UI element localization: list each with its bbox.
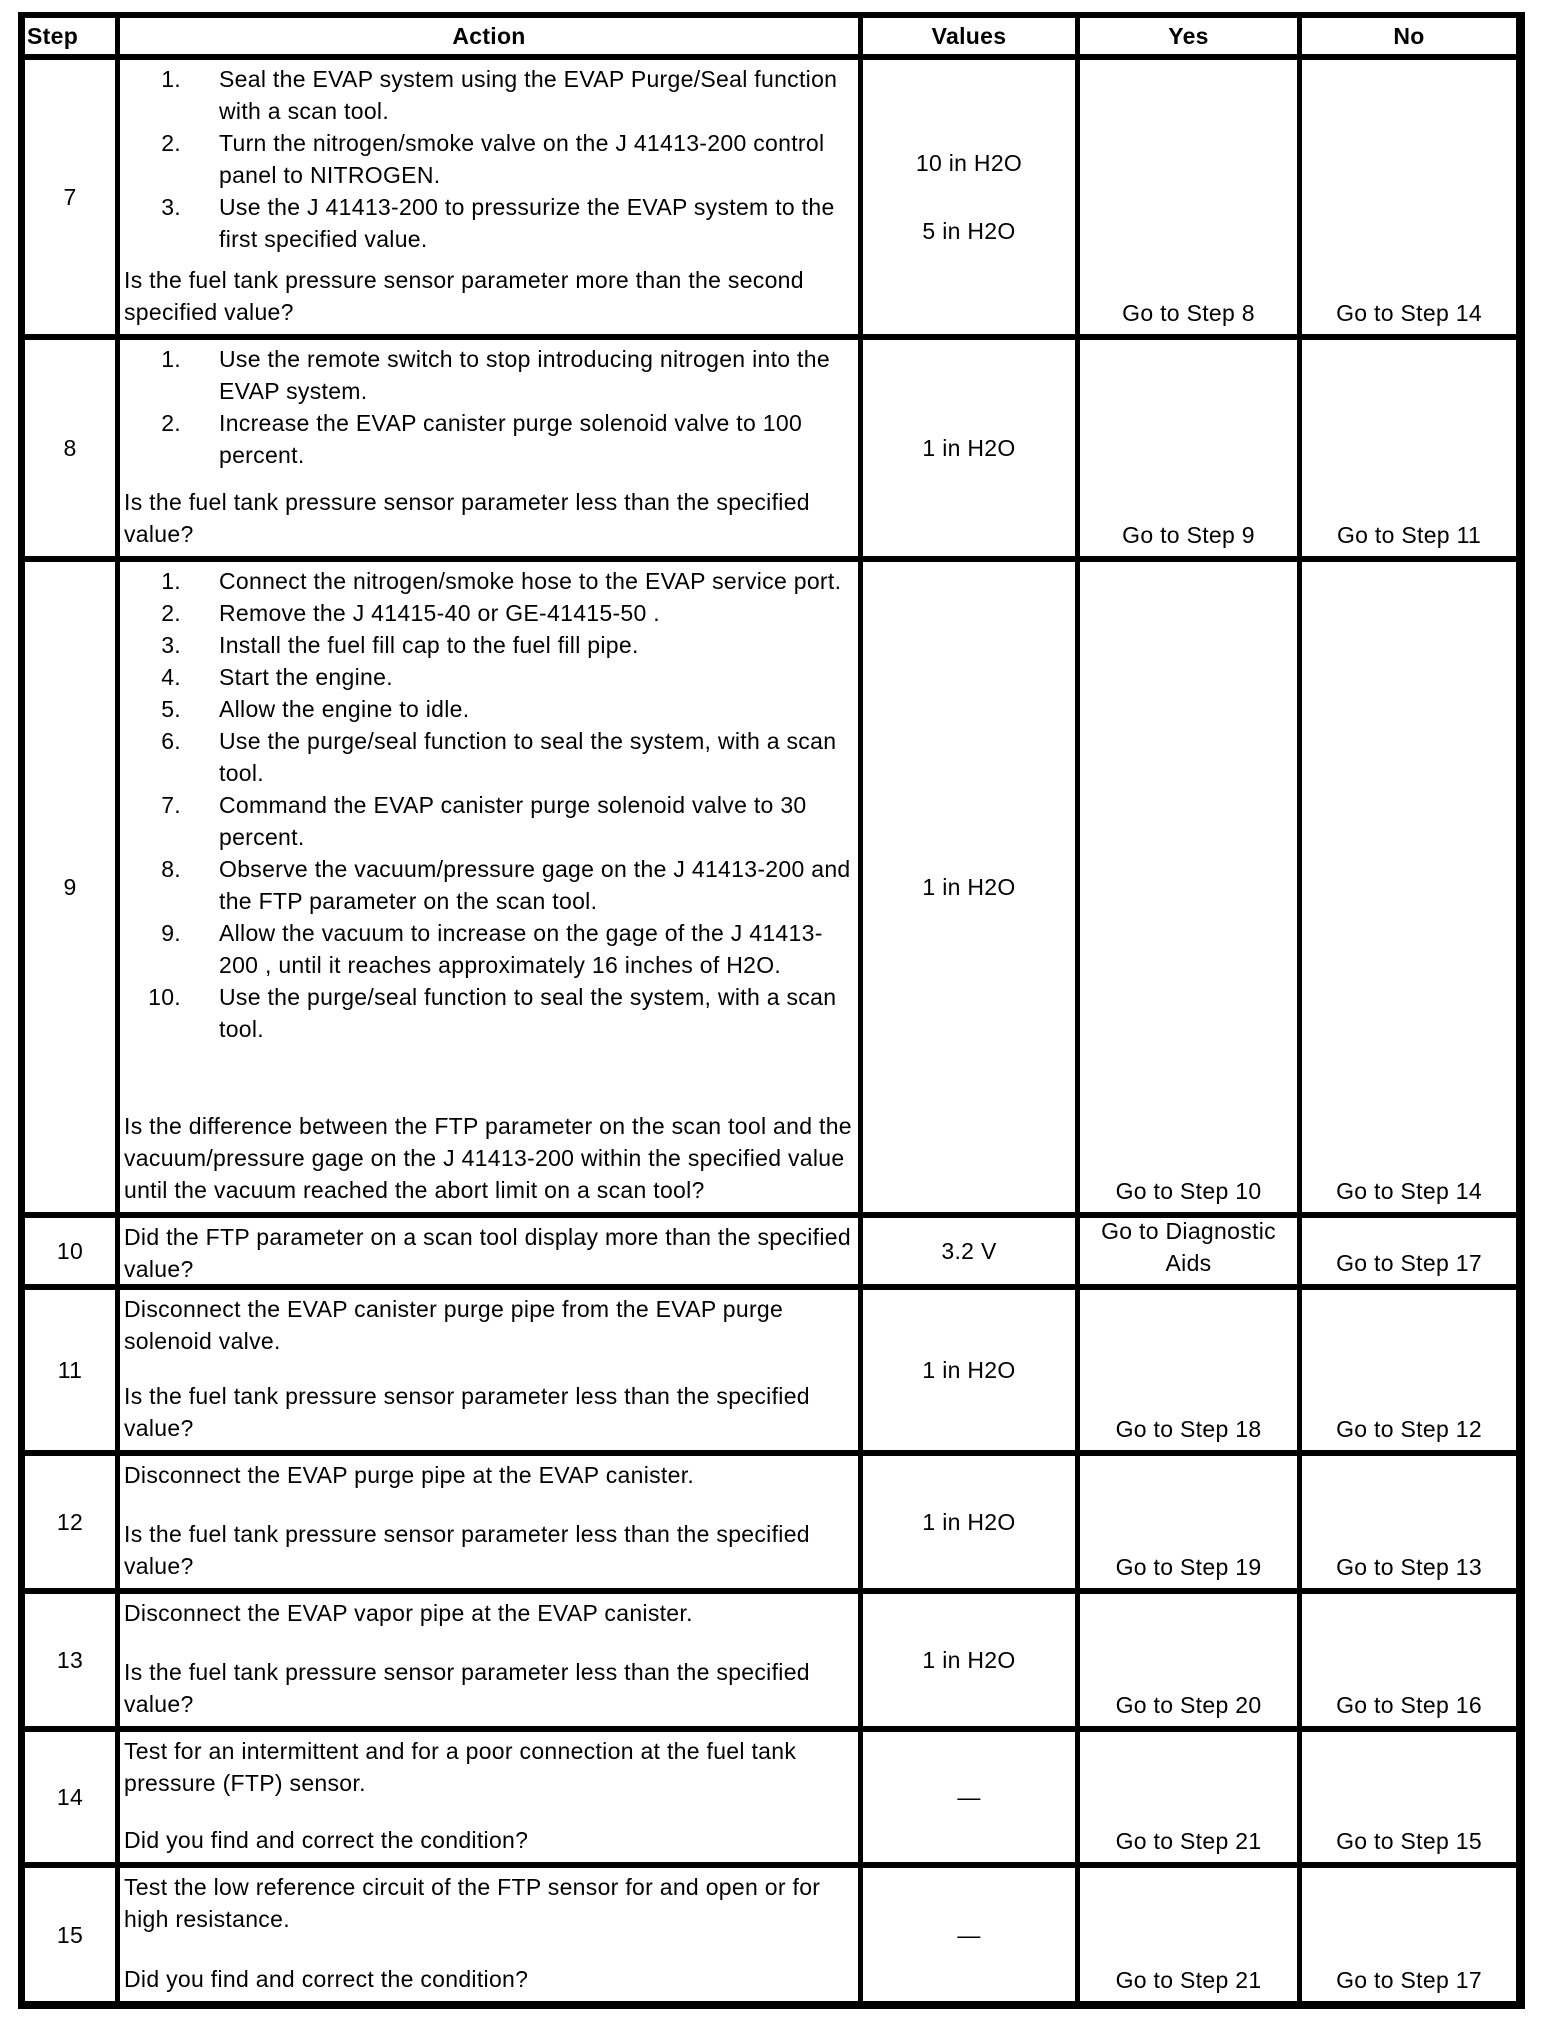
action-statement: Disconnect the EVAP purge pipe at the EVAP canister.: [124, 1462, 695, 1488]
action-step-item: Connect the nitrogen/smoke hose to the EVAP service port.: [219, 568, 842, 594]
step-number-cell: 13: [25, 1594, 115, 1726]
no-cell: Go to Step 11: [1302, 340, 1516, 556]
action-statement: Disconnect the EVAP canister purge pipe from the EVAP purge solenoid valve.: [124, 1296, 784, 1354]
action-step-item: Use the purge/seal function to seal the system, with a scan tool.: [219, 984, 837, 1042]
action-question: Did you find and correct the condition?: [124, 1827, 529, 1853]
step-number-cell: 14: [25, 1732, 115, 1862]
action-step-item: Command the EVAP canister purge solenoid valve to 30 percent.: [219, 792, 807, 850]
action-cell: [120, 340, 858, 556]
action-step-item: Use the J 41413-200 to pressurize the EVAP system to the first specified value.: [219, 194, 835, 252]
yes-cell: Go to Step 19: [1080, 1456, 1297, 1588]
values-cell: [863, 1868, 1075, 2001]
yes-cell: Go to Step 9: [1080, 340, 1297, 556]
action-step-item: Remove the J 41415-40 or GE-41415-50 .: [219, 600, 660, 626]
value-text: 1 in H2O: [922, 1647, 1016, 1673]
action-cell: [120, 60, 858, 334]
values-cell: [863, 1594, 1075, 1726]
action-steps-list: [123, 63, 853, 255]
action-step-item: Install the fuel fill cap to the fuel fill pipe.: [219, 632, 639, 658]
values-cell: [863, 1218, 1075, 1284]
action-statement: Test for an intermittent and for a poor connection at the fuel tank pressure (FTP) sensor.: [124, 1738, 797, 1796]
action-step-item: Allow the vacuum to increase on the gage of the J 41413-200 , until it reaches approximately 16 inches of H2O.: [219, 920, 823, 978]
step-number-cell: 10: [25, 1218, 115, 1284]
no-cell: Go to Step 15: [1302, 1732, 1516, 1862]
no-cell: Go to Step 17: [1302, 1218, 1516, 1284]
value-text: 3.2 V: [941, 1238, 997, 1264]
action-question: Is the fuel tank pressure sensor parameter less than the specified value?: [124, 489, 810, 547]
value-text: 5 in H2O: [922, 218, 1016, 244]
action-question: Is the fuel tank pressure sensor parameter less than the specified value?: [124, 1521, 810, 1579]
step-number-cell: 15: [25, 1868, 115, 2001]
value-text: 1 in H2O: [922, 874, 1016, 900]
values-cell: [863, 1290, 1075, 1450]
header-yes: Yes: [1080, 18, 1297, 54]
header-no: No: [1302, 18, 1516, 54]
value-text: 1 in H2O: [922, 435, 1016, 461]
yes-cell: Go to Step 21: [1080, 1732, 1297, 1862]
values-cell: [863, 60, 1075, 334]
action-question: Is the fuel tank pressure sensor parameter less than the specified value?: [124, 1659, 810, 1717]
header-step: Step: [25, 18, 115, 54]
step-number-cell: 7: [25, 60, 115, 334]
value-text: 1 in H2O: [922, 1509, 1016, 1535]
no-cell: Go to Step 17: [1302, 1868, 1516, 2001]
value-text: —: [957, 1921, 981, 1948]
step-number-cell: 12: [25, 1456, 115, 1588]
action-question: Did the FTP parameter on a scan tool display more than the specified value?: [124, 1224, 851, 1282]
action-step-item: Use the purge/seal function to seal the system, with a scan tool.: [219, 728, 837, 786]
action-cell: [120, 1868, 858, 2001]
no-cell: Go to Step 12: [1302, 1290, 1516, 1450]
value-text: 1 in H2O: [922, 1357, 1016, 1383]
header-action: Action: [120, 18, 858, 54]
action-question: Is the fuel tank pressure sensor parameter less than the specified value?: [124, 1383, 810, 1441]
diagnostic-table: [18, 12, 1525, 2009]
action-cell: [120, 1218, 858, 1284]
no-cell: Go to Step 14: [1302, 60, 1516, 334]
action-step-item: Use the remote switch to stop introducing nitrogen into the EVAP system.: [219, 346, 830, 404]
yes-cell: Go to Step 20: [1080, 1594, 1297, 1726]
values-cell: [863, 562, 1075, 1212]
header-values: Values: [863, 18, 1075, 54]
values-cell: [863, 1456, 1075, 1588]
yes-cell: Go to Step 21: [1080, 1868, 1297, 2001]
step-number-cell: 11: [25, 1290, 115, 1450]
action-step-item: Allow the engine to idle.: [219, 696, 470, 722]
no-cell: Go to Step 13: [1302, 1456, 1516, 1588]
action-steps-list: [123, 565, 853, 1045]
values-cell: [863, 340, 1075, 556]
action-step-item: Increase the EVAP canister purge solenoid valve to 100 percent.: [219, 410, 803, 468]
action-cell: [120, 1456, 858, 1588]
yes-cell: Go to Step 18: [1080, 1290, 1297, 1450]
yes-cell: Go to Diagnostic Aids: [1080, 1218, 1297, 1284]
action-cell: [120, 1732, 858, 1862]
action-step-item: Seal the EVAP system using the EVAP Purge/Seal function with a scan tool.: [219, 66, 838, 124]
action-step-item: Observe the vacuum/pressure gage on the J 41413-200 and the FTP parameter on the scan tool.: [219, 856, 851, 914]
action-question: Is the fuel tank pressure sensor parameter more than the second specified value?: [124, 267, 804, 325]
yes-cell: Go to Step 8: [1080, 60, 1297, 334]
value-text: 10 in H2O: [915, 150, 1023, 176]
step-number-cell: 8: [25, 340, 115, 556]
no-cell: Go to Step 16: [1302, 1594, 1516, 1726]
action-step-item: Turn the nitrogen/smoke valve on the J 41413-200 control panel to NITROGEN.: [219, 130, 825, 188]
action-statement: Disconnect the EVAP vapor pipe at the EVAP canister.: [124, 1600, 693, 1626]
yes-cell: Go to Step 10: [1080, 562, 1297, 1212]
action-step-item: Start the engine.: [219, 664, 393, 690]
action-question: Is the difference between the FTP parameter on the scan tool and the vacuum/pressure gage on the J 41413-200 within the specified value until the vacuum reached the abort limit on a scan tool?: [124, 1113, 852, 1203]
action-steps-list: [123, 343, 853, 471]
no-cell: Go to Step 14: [1302, 562, 1516, 1212]
value-text: —: [957, 1784, 981, 1810]
action-statement: Test the low reference circuit of the FTP sensor for and open or for high resistance.: [124, 1874, 821, 1932]
action-cell: [120, 1594, 858, 1726]
values-cell: [863, 1732, 1075, 1862]
step-number-cell: 9: [25, 562, 115, 1212]
action-question: Did you find and correct the condition?: [124, 1966, 529, 1992]
action-cell: [120, 1290, 858, 1450]
action-cell: [120, 562, 858, 1212]
